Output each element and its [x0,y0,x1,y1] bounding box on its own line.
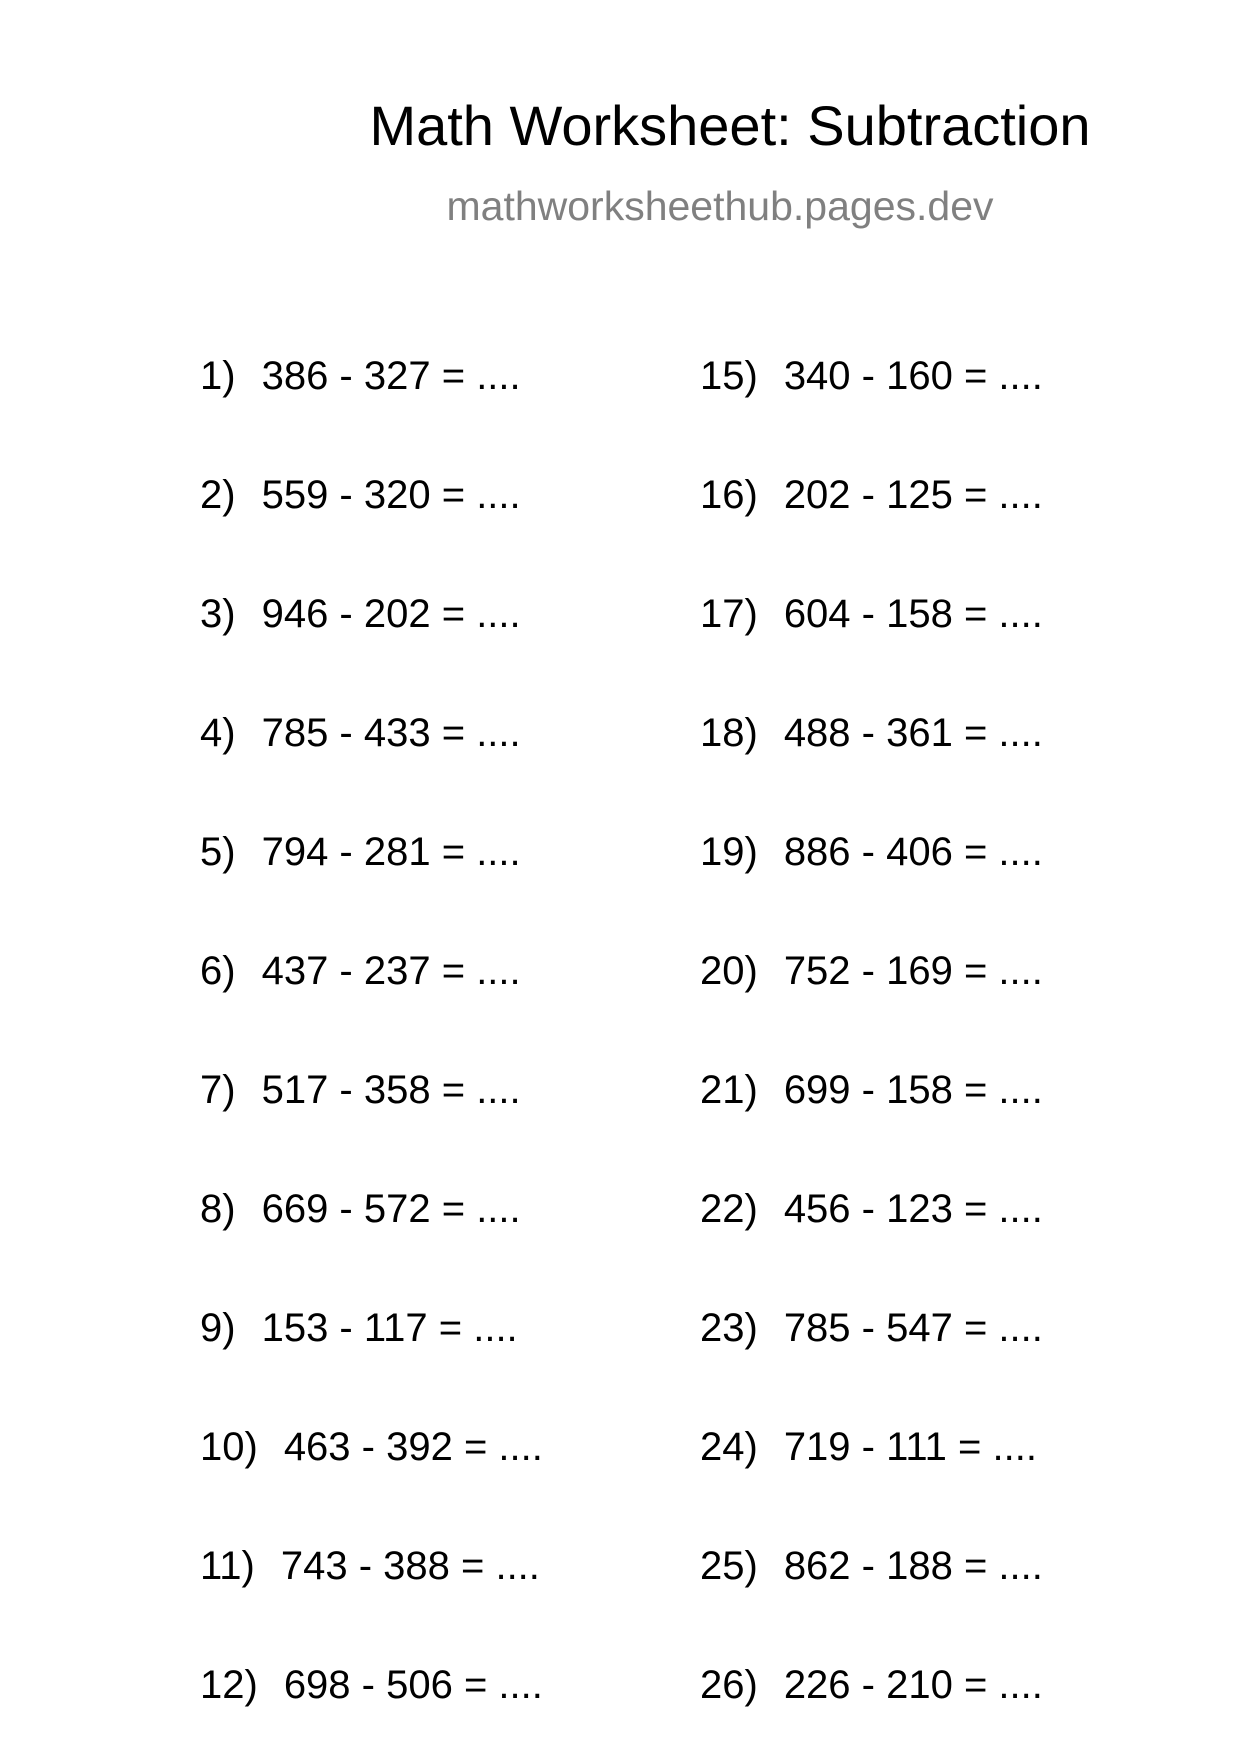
problem-item [700,951,1043,991]
problem-expression: 752 - 169 = .... [783,949,1043,993]
problem-expression: 456 - 123 = .... [783,1187,1043,1231]
problem-item [200,1189,521,1229]
problem-expression: 785 - 433 = .... [261,711,521,755]
problem-number: 17) [700,592,758,636]
problem-item [700,1308,1043,1348]
problem-expression: 226 - 210 = .... [783,1663,1043,1707]
problem-expression: 153 - 117 = .... [261,1306,518,1350]
problem-item [200,832,521,872]
problem-expression: 202 - 125 = .... [783,473,1043,517]
problem-number: 3) [200,592,236,636]
problem-number: 23) [700,1306,758,1350]
problem-number: 25) [700,1544,758,1588]
problem-expression: 386 - 327 = .... [261,354,521,398]
problem-number: 7) [200,1068,236,1112]
problem-expression: 699 - 158 = .... [783,1068,1043,1112]
problem-number: 5) [200,830,236,874]
problem-number: 20) [700,949,758,993]
problem-item [700,356,1043,396]
problem-expression: 437 - 237 = .... [261,949,521,993]
problem-number: 19) [700,830,758,874]
problem-number: 16) [700,473,758,517]
problem-number: 22) [700,1187,758,1231]
problem-item [700,1665,1043,1705]
problem-number: 12) [200,1663,258,1707]
problem-item [700,713,1043,753]
website-label: mathworksheethub.pages.dev [446,183,994,229]
problem-expression: 862 - 188 = .... [783,1544,1043,1588]
problem-number: 26) [700,1663,758,1707]
problem-expression: 517 - 358 = .... [261,1068,521,1112]
problem-expression: 340 - 160 = .... [783,354,1043,398]
problem-expression: 886 - 406 = .... [783,830,1043,874]
problem-number: 10) [200,1425,258,1469]
problem-item [200,1427,543,1467]
problem-expression: 559 - 320 = .... [261,473,521,517]
problem-number: 9) [200,1306,236,1350]
problem-expression: 604 - 158 = .... [783,592,1043,636]
problem-item [200,1070,521,1110]
problem-item [200,1665,543,1705]
problem-expression: 488 - 361 = .... [783,711,1043,755]
problem-number: 24) [700,1425,758,1469]
problem-number: 21) [700,1068,758,1112]
problem-item [200,475,521,515]
problem-item [200,1308,518,1348]
problem-item [200,356,521,396]
problem-item [700,1070,1043,1110]
problem-expression: 946 - 202 = .... [261,592,521,636]
problem-item [700,832,1043,872]
problem-number: 1) [200,354,236,398]
worksheet-title: Math Worksheet: Subtraction [369,94,1091,157]
problem-expression: 785 - 547 = .... [783,1306,1043,1350]
problem-number: 8) [200,1187,236,1231]
problem-expression: 719 - 111 = .... [783,1425,1037,1469]
problem-number: 2) [200,473,236,517]
problem-expression: 743 - 388 = .... [280,1544,540,1588]
problem-expression: 669 - 572 = .... [261,1187,521,1231]
problem-item [700,1546,1043,1586]
problem-number: 11) [200,1544,255,1588]
problem-expression: 698 - 506 = .... [283,1663,543,1707]
problem-expression: 463 - 392 = .... [283,1425,543,1469]
problem-number: 18) [700,711,758,755]
problem-number: 6) [200,949,236,993]
problem-item [700,1427,1037,1467]
problem-expression: 794 - 281 = .... [261,830,521,874]
problem-item [700,1189,1043,1229]
problem-item [700,594,1043,634]
problem-item [200,951,521,991]
problem-number: 4) [200,711,236,755]
problem-item [200,713,521,753]
problem-number: 15) [700,354,758,398]
problem-item [700,475,1043,515]
problem-item [200,1546,540,1586]
problem-item [200,594,521,634]
